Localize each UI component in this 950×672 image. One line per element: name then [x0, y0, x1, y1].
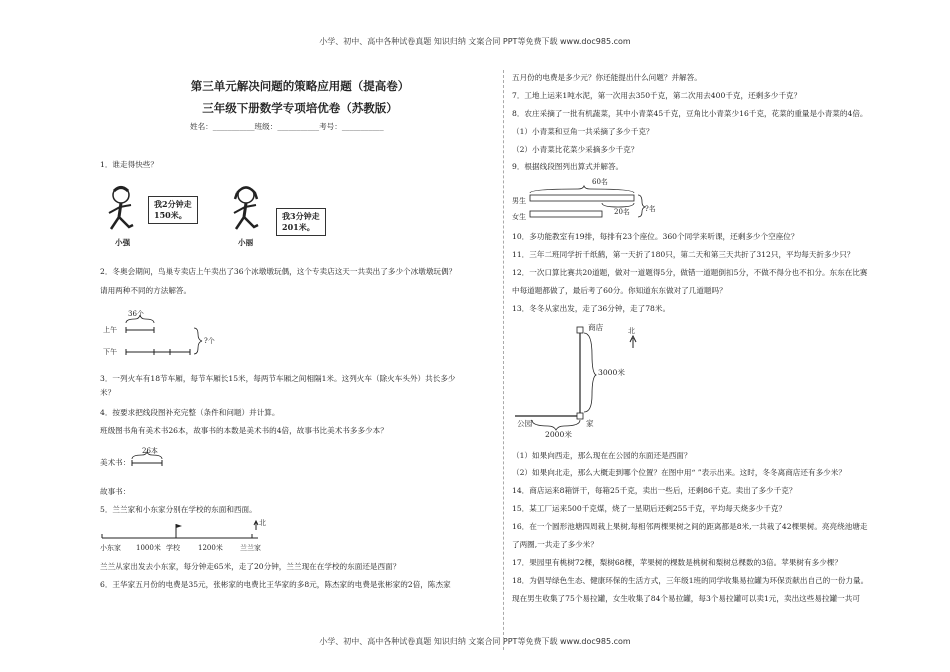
q5-label-north: 北 — [259, 519, 266, 527]
q4-text-2: 班级图书角有美术书26本，故事书的本数是美术书的4倍，故事书比美术书多多少本？ — [100, 426, 388, 435]
q5-label-school: 学校 — [166, 544, 180, 552]
q3-text-2: 米？ — [100, 388, 116, 397]
q8-sub-2: （2）小青菜比花菜少采摘多少千克？ — [512, 145, 639, 154]
q18-text-2: 现在男生收集了75个易拉罐，女生收集了84个易拉罐，每3个易拉罐可以卖1元，卖出这些易拉罐一共可 — [512, 594, 860, 603]
page-footer: 小学、初中、高中各种试卷真题 知识归纳 文案合同 PPT等免费下载 www.doc985.com — [319, 637, 631, 646]
q13-sub-1: （1）如果向西走，那么现在在公园的东面还是西面？ — [512, 451, 692, 460]
q8-sub-1: （1）小青菜和豆角一共采摘了多少千克？ — [512, 127, 654, 136]
q3-text: 3．一列火车有18节车厢，每节车厢长15米，每两节车厢之间相隔1米。这列火车（除火车头外）共长多少 — [100, 374, 456, 383]
q2-label-am: 上午 — [103, 326, 117, 334]
q8-text: 8．农庄采摘了一批有机蔬菜，其中小青菜45千克，豆角比小青菜少16千克，花菜的重量是小青菜的4倍。 — [512, 109, 868, 118]
q14-text: 14．商店运来8箱饼干，每箱25千克，卖出一些后，还剩86千克。卖出了多少千克？ — [512, 486, 797, 495]
q2-label-36: 36个 — [128, 310, 144, 318]
q13-text: 13．冬冬从家出发，走了36分钟，走了78米。 — [512, 304, 671, 313]
q4-label-26: 26本 — [142, 447, 158, 455]
q2-text-2: 请用两种不同的方法解答。 — [100, 286, 192, 295]
q13-label-3000: 3000米 — [598, 368, 625, 377]
q6-text: 6．王华家五月份的电费是35元，张彬家的电费比王华家的多8元，陈杰家的电费是张彬家的2倍，陈杰家 — [100, 580, 451, 589]
q13-label-park: 公园 — [517, 419, 533, 428]
q9-label-20: 20名 — [614, 208, 630, 216]
q5-label-1000: 1000米 — [136, 544, 161, 552]
q4-label-art: 美术书： — [100, 458, 131, 467]
q7-text: 7．工地上运来1吨水泥，第一次用去350千克，第二次用去400千克，还剩多少千克？ — [512, 91, 802, 100]
q1-name-xiaoqiang: 小强 — [115, 238, 131, 247]
q9-label-60: 60名 — [592, 178, 608, 186]
q1-name-xiaoli: 小丽 — [238, 238, 254, 247]
q5-label-xiaodong: 小东家 — [100, 544, 121, 552]
q1-bubble-xiaoqiang: 我2分钟走 150米。 — [148, 196, 198, 224]
q6-text-cont: 五月份的电费是多少元？你还能提出什么问题？并解答。 — [512, 73, 702, 82]
title-main: 第三单元解决问题的策略应用题（提高卷） — [190, 79, 410, 93]
title-sub: 三年级下册数学专项培优卷（苏教版） — [202, 101, 398, 115]
q5-label-1200: 1200米 — [198, 544, 223, 552]
q18-text: 18．为倡导绿色生态、健康环保的生活方式，三年级1班的同学收集易拉罐为环保贡献出自己的一份力量。 — [512, 576, 869, 585]
q16-text-2: 了两圈,一共走了多少米？ — [512, 540, 598, 549]
q5-label-lanlan: 兰兰家 — [240, 544, 261, 552]
q12-text-2: 中每道题都做了，最后考了60分。你知道东东做对了几道题吗？ — [512, 286, 727, 295]
q2-label-pm: 下午 — [103, 348, 117, 356]
q9-label-q: ?名 — [645, 205, 656, 213]
q5-text: 5．兰兰家和小东家分别在学校的东面和西面。 — [100, 505, 257, 514]
q9-label-girl: 女生 — [512, 213, 526, 221]
q1-bubble-xiaoli: 我3分钟走 201米。 — [276, 208, 326, 236]
page-header: 小学、初中、高中各种试卷真题 知识归纳 文案合同 PPT等免费下载 www.doc985.com — [319, 37, 631, 46]
q13-label-2000: 2000米 — [545, 430, 572, 439]
q4-label-story: 故事书： — [100, 487, 131, 496]
q11-text: 11．三年二班同学折千纸鹤，第一天折了180只，第二天和第三天共折了312只，平均每天折多少只？ — [512, 250, 855, 259]
q4-text: 4．按要求把线段图补充完整（条件和问题）并计算。 — [100, 408, 280, 417]
q9-label-boy: 男生 — [512, 197, 526, 205]
q13-label-home: 家 — [586, 419, 594, 428]
q5-text-2: 兰兰从家出发去小东家，每分钟走65米，走了20分钟，兰兰现在在学校的东面还是西面？ — [100, 562, 401, 571]
q13-label-north: 北 — [628, 327, 635, 335]
student-info-line: 姓名：___________班级：___________考号：___________ — [190, 122, 384, 131]
q1-text: 1．谁走得快些？ — [100, 160, 158, 169]
q2-label-q: ?个 — [204, 337, 215, 345]
q13-label-shop: 商店 — [588, 323, 604, 332]
q16-text: 16．在一个圆形池塘四周栽上果树,每相邻两棵果树之间的距离都是8米,一共栽了42棵果树。亮亮绕池塘走 — [512, 522, 868, 531]
q2-text: 2．冬奥会期间，鸟巢专卖店上午卖出了36个冰墩墩玩偶，这个专卖店这天一共卖出了多少个冰墩墩玩偶？ — [100, 267, 457, 276]
q13-sub-2: （2）如果向北走，那么大概走到哪个位置？在图中用“ ”表示出来。这时，冬冬离商店还有多少米？ — [512, 468, 846, 477]
q9-text: 9．根据线段图列出算式并解答。 — [512, 162, 624, 171]
q15-text: 15．某工厂运来500千克煤，烧了一星期后还剩255千克，平均每天烧多少千克？ — [512, 504, 787, 513]
q12-text: 12．一次口算比赛共20道题，做对一道题得5分，做错一道题倒扣5分，不做不得分也不扣分。东东在比赛 — [512, 268, 868, 277]
q17-text: 17．果园里有桃树72棵，梨树68棵，苹果树的棵数是桃树和梨树总棵数的3倍。苹果树有多少棵？ — [512, 558, 842, 567]
q10-text: 10．多功能教室有19排，每排有23个座位。360个同学来听课，还剩多少个空座位？ — [512, 232, 799, 241]
